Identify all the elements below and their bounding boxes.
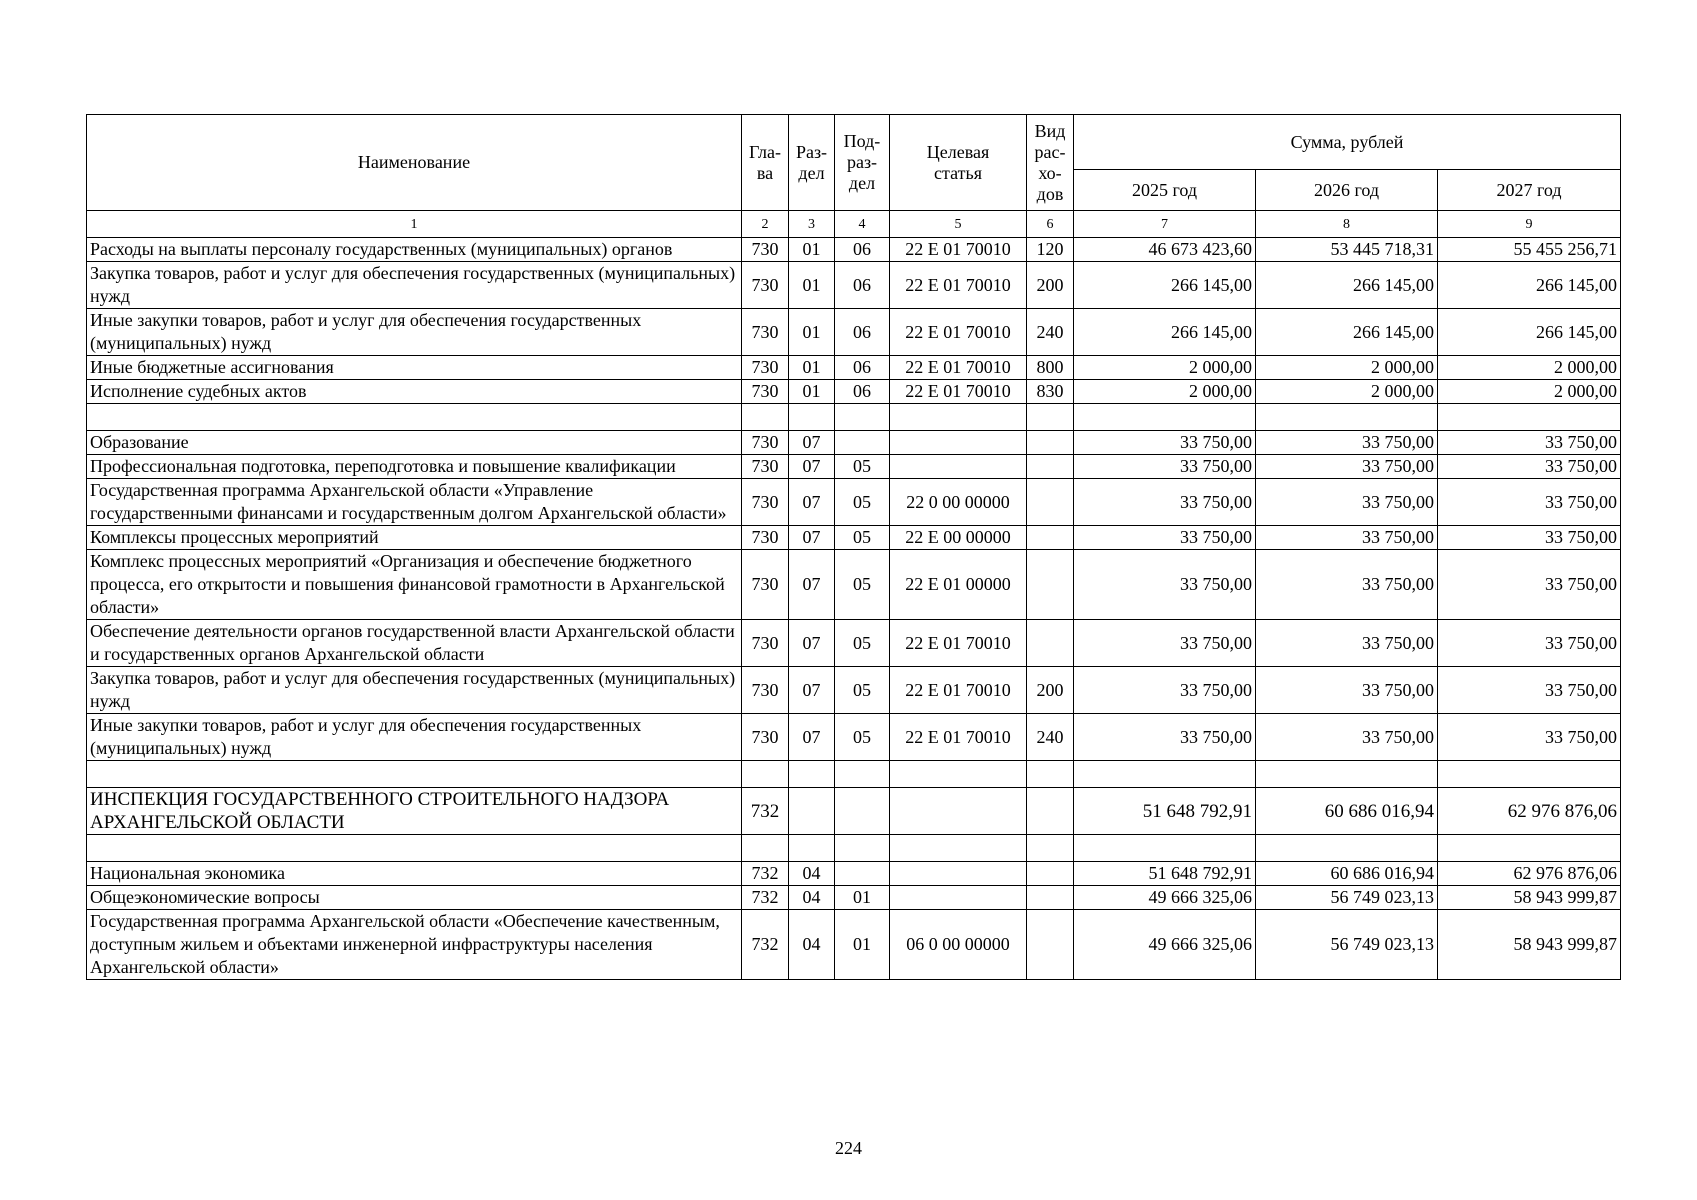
row-expense-type (1027, 862, 1074, 886)
row-expense-type: 800 (1027, 356, 1074, 380)
table-body (87, 211, 1621, 980)
row-sum-2027: 62 976 876,06 (1438, 788, 1621, 835)
header-razdel-text: Раз- дел (795, 141, 828, 183)
row-razdel: 04 (789, 910, 835, 980)
row-razdel (789, 835, 835, 862)
row-razdel: 01 (789, 262, 835, 309)
row-glava: 730 (742, 262, 789, 309)
table-row (87, 886, 1621, 910)
row-podrazdel: 05 (835, 479, 890, 526)
row-podrazdel: 05 (835, 526, 890, 550)
row-name: Закупка товаров, работ и услуг для обеспечения государственных (муниципальных) нужд (87, 667, 742, 714)
row-expense-type (1027, 431, 1074, 455)
row-glava: 730 (742, 714, 789, 761)
row-sum-2027: 58 943 999,87 (1438, 910, 1621, 980)
row-glava: 732 (742, 862, 789, 886)
table-row (87, 356, 1621, 380)
row-podrazdel: 06 (835, 262, 890, 309)
row-sum-2025: 51 648 792,91 (1074, 862, 1256, 886)
row-sum-2025: 33 750,00 (1074, 479, 1256, 526)
col-number: 4 (835, 211, 890, 238)
row-glava (742, 761, 789, 788)
row-name: ИНСПЕКЦИЯ ГОСУДАРСТВЕННОГО СТРОИТЕЛЬНОГО НАДЗОРА АРХАНГЕЛЬСКОЙ ОБЛАСТИ (87, 788, 742, 835)
table-row (87, 526, 1621, 550)
row-sum-2027: 33 750,00 (1438, 455, 1621, 479)
header-celevaya-text: Целевая статья (926, 141, 990, 183)
row-expense-type (1027, 455, 1074, 479)
row-glava (742, 404, 789, 431)
table-row (87, 550, 1621, 620)
column-number-row (87, 211, 1621, 238)
row-glava: 732 (742, 788, 789, 835)
row-sum-2025: 33 750,00 (1074, 620, 1256, 667)
row-razdel: 01 (789, 309, 835, 356)
row-glava: 730 (742, 620, 789, 667)
table-row (87, 862, 1621, 886)
row-sum-2027: 55 455 256,71 (1438, 238, 1621, 262)
header-summa: Сумма, рублей (1074, 115, 1621, 170)
row-sum-2025: 2 000,00 (1074, 356, 1256, 380)
row-target-article (890, 788, 1027, 835)
row-name: Комплексы процессных мероприятий (87, 526, 742, 550)
header-vid (1027, 115, 1074, 211)
row-razdel: 04 (789, 862, 835, 886)
row-sum-2027: 33 750,00 (1438, 667, 1621, 714)
row-target-article: 22 Е 01 70010 (890, 238, 1027, 262)
row-glava (742, 835, 789, 862)
row-expense-type: 830 (1027, 380, 1074, 404)
col-number: 2 (742, 211, 789, 238)
row-target-article (890, 835, 1027, 862)
row-sum-2025 (1074, 404, 1256, 431)
row-podrazdel: 05 (835, 455, 890, 479)
row-name: Государственная программа Архангельской области «Обеспечение качественным, доступным жильем и объектами инженерной инфраструктуры населения Архангельской области» (87, 910, 742, 980)
row-glava: 730 (742, 356, 789, 380)
row-expense-type (1027, 910, 1074, 980)
row-glava: 730 (742, 455, 789, 479)
table-row (87, 788, 1621, 835)
row-podrazdel: 06 (835, 356, 890, 380)
row-target-article: 22 Е 01 70010 (890, 667, 1027, 714)
table-row (87, 380, 1621, 404)
row-razdel: 07 (789, 431, 835, 455)
row-razdel: 07 (789, 620, 835, 667)
row-target-article (890, 404, 1027, 431)
row-podrazdel (835, 404, 890, 431)
row-sum-2026: 266 145,00 (1256, 262, 1438, 309)
table-row (87, 479, 1621, 526)
row-podrazdel: 01 (835, 886, 890, 910)
row-target-article: 22 Е 01 00000 (890, 550, 1027, 620)
row-sum-2027: 33 750,00 (1438, 714, 1621, 761)
col-number: 9 (1438, 211, 1621, 238)
row-podrazdel (835, 788, 890, 835)
header-razdel (789, 115, 835, 211)
row-podrazdel: 06 (835, 309, 890, 356)
table-row (87, 262, 1621, 309)
row-target-article: 22 Е 01 70010 (890, 620, 1027, 667)
row-glava: 730 (742, 667, 789, 714)
row-podrazdel: 05 (835, 714, 890, 761)
row-name: Государственная программа Архангельской области «Управление государственными финансами и государственным долгом Архангельской области» (87, 479, 742, 526)
row-expense-type: 240 (1027, 309, 1074, 356)
row-expense-type: 200 (1027, 667, 1074, 714)
row-sum-2025: 33 750,00 (1074, 667, 1256, 714)
row-target-article: 06 0 00 00000 (890, 910, 1027, 980)
row-razdel (789, 788, 835, 835)
row-expense-type: 120 (1027, 238, 1074, 262)
header-glava (742, 115, 789, 211)
row-sum-2026: 33 750,00 (1256, 714, 1438, 761)
table-row (87, 714, 1621, 761)
row-sum-2026: 56 749 023,13 (1256, 910, 1438, 980)
row-target-article: 22 Е 01 70010 (890, 714, 1027, 761)
row-sum-2025: 266 145,00 (1074, 262, 1256, 309)
row-name (87, 761, 742, 788)
col-number: 8 (1256, 211, 1438, 238)
row-sum-2025: 33 750,00 (1074, 526, 1256, 550)
row-name: Иные закупки товаров, работ и услуг для обеспечения государственных (муниципальных) нужд (87, 309, 742, 356)
row-sum-2026: 2 000,00 (1256, 356, 1438, 380)
row-target-article: 22 Е 01 70010 (890, 309, 1027, 356)
row-target-article: 22 Е 01 70010 (890, 262, 1027, 309)
row-expense-type: 240 (1027, 714, 1074, 761)
row-target-article (890, 886, 1027, 910)
table-row (87, 620, 1621, 667)
row-sum-2026: 56 749 023,13 (1256, 886, 1438, 910)
table-row (87, 309, 1621, 356)
row-razdel: 07 (789, 455, 835, 479)
row-target-article: 22 0 00 00000 (890, 479, 1027, 526)
header-2026: 2026 год (1256, 170, 1438, 211)
row-razdel (789, 761, 835, 788)
row-sum-2025: 266 145,00 (1074, 309, 1256, 356)
row-sum-2026: 33 750,00 (1256, 620, 1438, 667)
row-sum-2026 (1256, 761, 1438, 788)
header-2025: 2025 год (1074, 170, 1256, 211)
row-name: Профессиональная подготовка, переподготовка и повышение квалификации (87, 455, 742, 479)
col-number: 1 (87, 211, 742, 238)
col-number: 5 (890, 211, 1027, 238)
page-number: 224 (835, 1138, 862, 1158)
row-sum-2027: 62 976 876,06 (1438, 862, 1621, 886)
row-podrazdel (835, 761, 890, 788)
row-name (87, 404, 742, 431)
row-sum-2026: 33 750,00 (1256, 455, 1438, 479)
row-razdel: 01 (789, 356, 835, 380)
row-sum-2027: 33 750,00 (1438, 550, 1621, 620)
row-sum-2025: 33 750,00 (1074, 431, 1256, 455)
row-name: Общеэкономические вопросы (87, 886, 742, 910)
row-glava: 730 (742, 238, 789, 262)
row-sum-2025: 2 000,00 (1074, 380, 1256, 404)
row-name: Обеспечение деятельности органов государственной власти Архангельской области и государственных органов Архангельской области (87, 620, 742, 667)
row-sum-2025: 33 750,00 (1074, 455, 1256, 479)
row-sum-2026 (1256, 404, 1438, 431)
row-name: Исполнение судебных актов (87, 380, 742, 404)
row-sum-2027: 33 750,00 (1438, 526, 1621, 550)
row-sum-2026: 60 686 016,94 (1256, 862, 1438, 886)
row-expense-type (1027, 620, 1074, 667)
row-target-article (890, 761, 1027, 788)
row-glava: 732 (742, 910, 789, 980)
row-razdel: 07 (789, 667, 835, 714)
col-number: 7 (1074, 211, 1256, 238)
row-target-article (890, 455, 1027, 479)
row-razdel: 01 (789, 238, 835, 262)
row-sum-2025: 33 750,00 (1074, 714, 1256, 761)
row-target-article: 22 Е 01 70010 (890, 380, 1027, 404)
row-podrazdel: 06 (835, 238, 890, 262)
row-sum-2027: 33 750,00 (1438, 431, 1621, 455)
row-podrazdel (835, 835, 890, 862)
row-sum-2027: 33 750,00 (1438, 620, 1621, 667)
row-expense-type (1027, 835, 1074, 862)
row-expense-type (1027, 550, 1074, 620)
row-podrazdel: 05 (835, 620, 890, 667)
row-sum-2026: 60 686 016,94 (1256, 788, 1438, 835)
row-target-article: 22 Е 00 00000 (890, 526, 1027, 550)
row-razdel: 07 (789, 526, 835, 550)
row-expense-type (1027, 479, 1074, 526)
header-2027: 2027 год (1438, 170, 1621, 211)
row-sum-2027 (1438, 835, 1621, 862)
row-glava: 730 (742, 479, 789, 526)
row-sum-2026: 266 145,00 (1256, 309, 1438, 356)
table-row (87, 431, 1621, 455)
row-podrazdel: 01 (835, 910, 890, 980)
row-expense-type (1027, 761, 1074, 788)
row-razdel: 04 (789, 886, 835, 910)
row-razdel: 07 (789, 479, 835, 526)
spacer-row (87, 835, 1621, 862)
table-row (87, 910, 1621, 980)
row-sum-2026: 33 750,00 (1256, 431, 1438, 455)
row-sum-2026: 33 750,00 (1256, 667, 1438, 714)
row-sum-2026 (1256, 835, 1438, 862)
row-sum-2027: 2 000,00 (1438, 380, 1621, 404)
row-glava: 730 (742, 550, 789, 620)
col-number: 6 (1027, 211, 1074, 238)
row-name (87, 835, 742, 862)
row-sum-2025: 51 648 792,91 (1074, 788, 1256, 835)
row-expense-type (1027, 788, 1074, 835)
row-sum-2026: 33 750,00 (1256, 526, 1438, 550)
row-sum-2027: 33 750,00 (1438, 479, 1621, 526)
row-glava: 730 (742, 309, 789, 356)
row-sum-2027: 266 145,00 (1438, 309, 1621, 356)
row-sum-2027: 266 145,00 (1438, 262, 1621, 309)
row-target-article (890, 431, 1027, 455)
row-sum-2026: 2 000,00 (1256, 380, 1438, 404)
row-razdel (789, 404, 835, 431)
row-name: Расходы на выплаты персоналу государственных (муниципальных) органов (87, 238, 742, 262)
row-expense-type: 200 (1027, 262, 1074, 309)
header-celevaya (890, 115, 1027, 211)
row-sum-2025: 49 666 325,06 (1074, 886, 1256, 910)
row-sum-2025: 33 750,00 (1074, 550, 1256, 620)
table-row (87, 238, 1621, 262)
row-name: Комплекс процессных мероприятий «Организация и обеспечение бюджетного процесса, его открытости и повышения финансовой грамотности в Архангельской области» (87, 550, 742, 620)
col-number: 3 (789, 211, 835, 238)
row-glava: 730 (742, 380, 789, 404)
row-sum-2025 (1074, 761, 1256, 788)
row-expense-type (1027, 526, 1074, 550)
row-name: Закупка товаров, работ и услуг для обеспечения государственных (муниципальных) нужд (87, 262, 742, 309)
row-glava: 730 (742, 431, 789, 455)
row-name: Иные бюджетные ассигнования (87, 356, 742, 380)
row-expense-type (1027, 886, 1074, 910)
row-podrazdel (835, 431, 890, 455)
row-target-article: 22 Е 01 70010 (890, 356, 1027, 380)
row-target-article (890, 862, 1027, 886)
spacer-row (87, 761, 1621, 788)
header-glava-text: Гла- ва (748, 141, 782, 183)
row-sum-2027: 2 000,00 (1438, 356, 1621, 380)
row-razdel: 07 (789, 550, 835, 620)
row-razdel: 07 (789, 714, 835, 761)
row-glava: 732 (742, 886, 789, 910)
row-podrazdel: 06 (835, 380, 890, 404)
row-name: Образование (87, 431, 742, 455)
row-sum-2027: 58 943 999,87 (1438, 886, 1621, 910)
row-podrazdel: 05 (835, 667, 890, 714)
table-row (87, 667, 1621, 714)
header-podrazdel-text: Под- раз- дел (843, 131, 881, 193)
row-name: Иные закупки товаров, работ и услуг для обеспечения государственных (муниципальных) нужд (87, 714, 742, 761)
row-sum-2026: 33 750,00 (1256, 479, 1438, 526)
header-vid-text: Вид рас- хо- дов (1034, 120, 1066, 204)
table-header (87, 115, 1621, 211)
row-sum-2026: 53 445 718,31 (1256, 238, 1438, 262)
row-sum-2025 (1074, 835, 1256, 862)
row-expense-type (1027, 404, 1074, 431)
row-sum-2026: 33 750,00 (1256, 550, 1438, 620)
table-row (87, 455, 1621, 479)
row-glava: 730 (742, 526, 789, 550)
row-sum-2025: 49 666 325,06 (1074, 910, 1256, 980)
row-name: Национальная экономика (87, 862, 742, 886)
row-sum-2027 (1438, 761, 1621, 788)
row-razdel: 01 (789, 380, 835, 404)
row-podrazdel: 05 (835, 550, 890, 620)
row-podrazdel (835, 862, 890, 886)
spacer-row (87, 404, 1621, 431)
row-sum-2027 (1438, 404, 1621, 431)
header-podrazdel (835, 115, 890, 211)
header-name: Наименование (87, 115, 742, 211)
row-sum-2025: 46 673 423,60 (1074, 238, 1256, 262)
budget-table (86, 114, 1621, 980)
